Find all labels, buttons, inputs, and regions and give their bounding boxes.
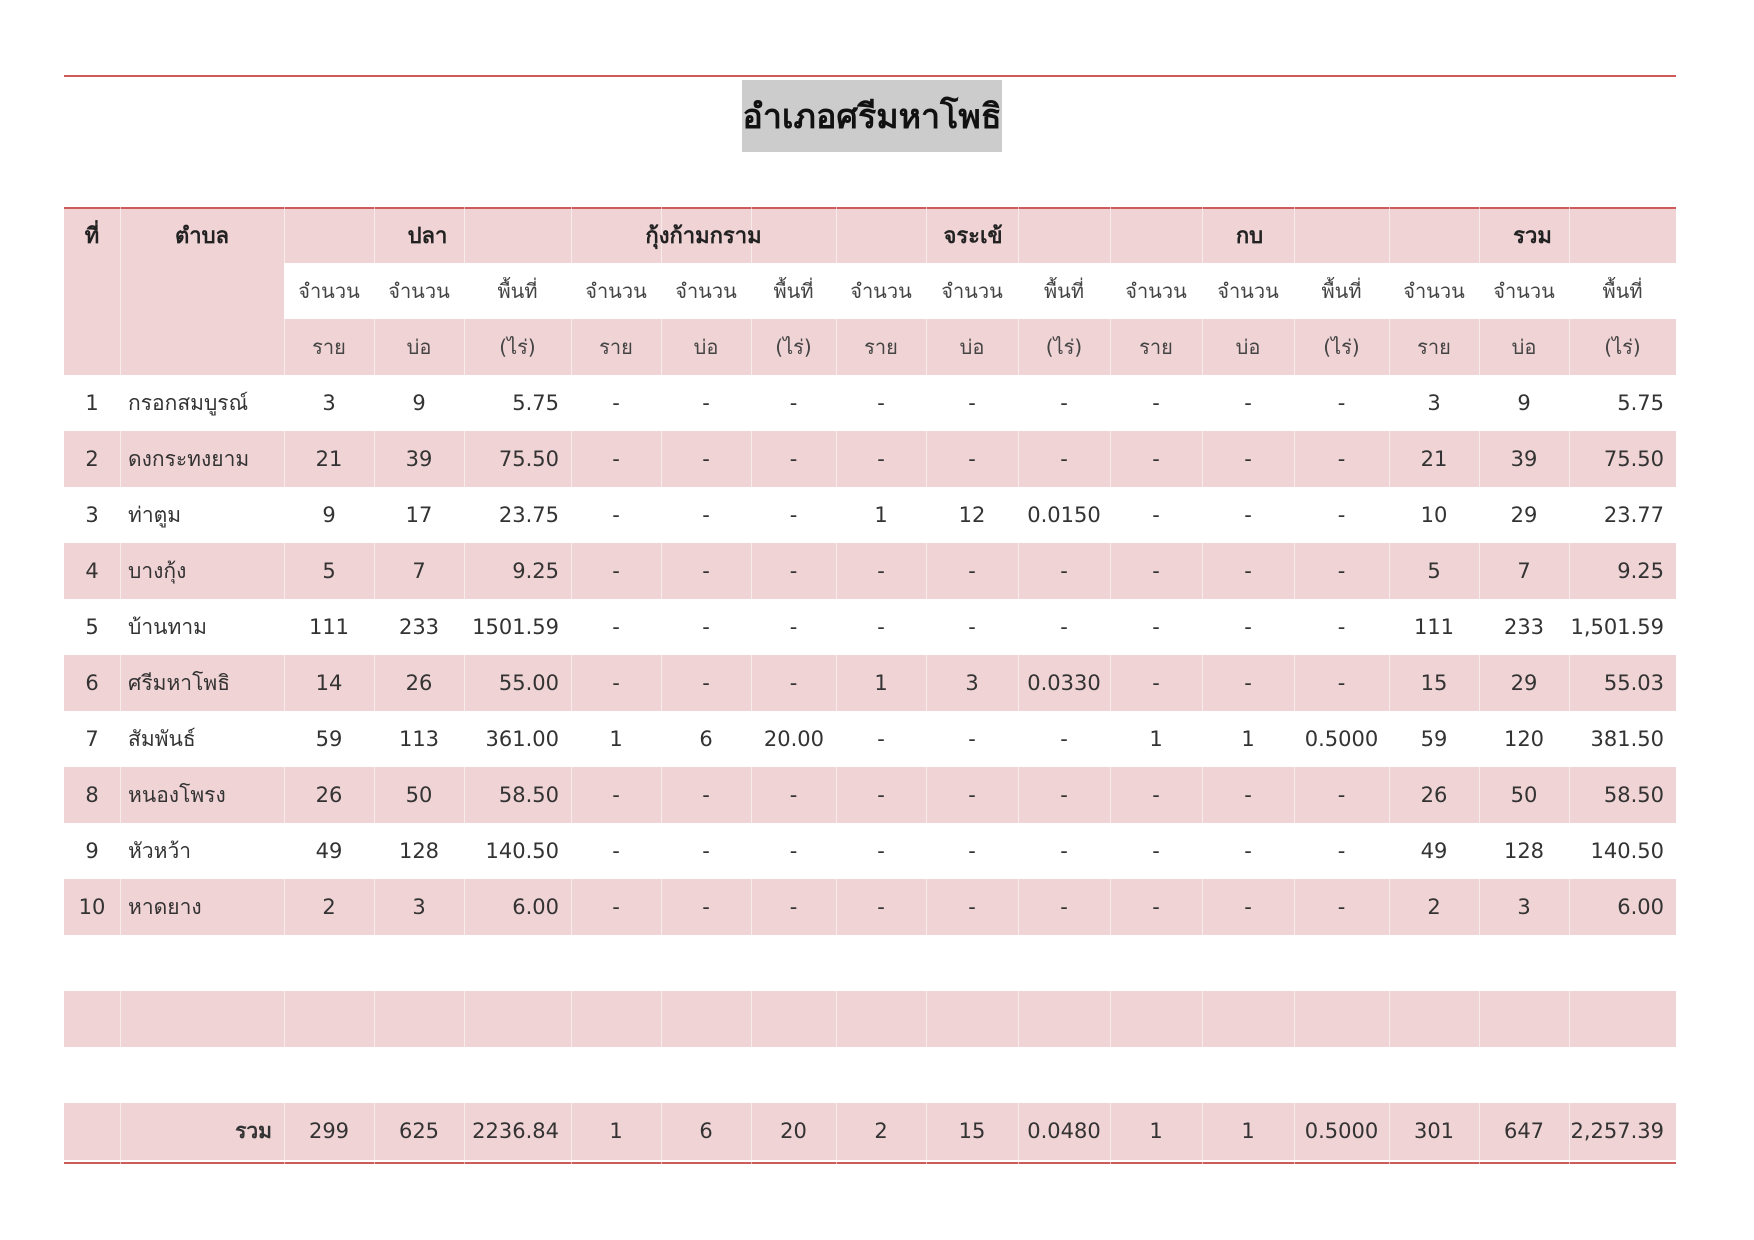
table-cell: 0.0150 <box>1027 503 1101 527</box>
table-cell: 23.75 <box>498 503 559 527</box>
table-cell: 29 <box>1510 503 1538 527</box>
total-cell: 299 <box>308 1119 350 1143</box>
total-cell: 0.0480 <box>1027 1119 1101 1143</box>
table-cell: 17 <box>405 503 433 527</box>
table-cell: - <box>612 839 620 863</box>
table-cell: 111 <box>1413 615 1455 639</box>
table-cell: - <box>1152 503 1160 527</box>
table-cell: 55.03 <box>1603 671 1664 695</box>
header-sub-crocodile: พื้นที่ <box>1043 279 1085 303</box>
table-cell: - <box>1337 895 1346 919</box>
table-cell: 0.5000 <box>1304 727 1379 751</box>
table-cell: - <box>1337 559 1346 583</box>
table-cell: - <box>877 783 885 807</box>
table-cell: 10 <box>1420 503 1448 527</box>
table-cell: - <box>1152 839 1160 863</box>
table-cell: - <box>1060 727 1068 751</box>
table-cell: - <box>789 503 798 527</box>
header-sub-prawn: จำนวน <box>585 279 647 303</box>
table-cell: - <box>968 559 976 583</box>
table-cell: 55.00 <box>498 671 559 695</box>
header-sub-prawn: จำนวน <box>675 279 737 303</box>
tambon-name: ท่าตูม <box>128 502 182 527</box>
table-cell: 12 <box>958 503 986 527</box>
header-unit-fish: (ไร่) <box>499 335 536 359</box>
table-cell: - <box>1337 671 1346 695</box>
total-cell: 647 <box>1503 1119 1545 1143</box>
total-cell: 2236.84 <box>472 1119 559 1143</box>
header-group-prawn: กุ้งก้ามกราม <box>645 223 762 249</box>
table-cell: - <box>789 615 798 639</box>
header-unit-crocodile: ราย <box>864 335 898 359</box>
table-cell: - <box>702 503 710 527</box>
header-no: ที่ <box>84 223 100 249</box>
table-cell: 361.00 <box>485 727 559 751</box>
table-cell: - <box>612 783 620 807</box>
table-cell: - <box>968 783 976 807</box>
table-cell: - <box>1060 615 1068 639</box>
table-cell: - <box>612 671 620 695</box>
table-cell: 140.50 <box>485 839 559 863</box>
table-cell: - <box>789 839 798 863</box>
row-number: 8 <box>85 783 99 807</box>
total-cell: 2 <box>874 1119 888 1143</box>
table-cell: 9 <box>322 503 336 527</box>
header-unit-prawn: บ่อ <box>693 335 719 359</box>
table-cell: - <box>702 895 710 919</box>
table-cell: 29 <box>1510 671 1538 695</box>
table-cell: - <box>702 839 710 863</box>
table-cell: 59 <box>315 727 343 751</box>
table-cell: 5.75 <box>1617 391 1664 415</box>
row-band <box>64 991 1676 1047</box>
table-cell: - <box>1060 783 1068 807</box>
header-sub-fish: พื้นที่ <box>497 279 538 303</box>
table-cell: 113 <box>398 727 440 751</box>
header-unit-fish: ราย <box>312 335 346 359</box>
table-cell: - <box>1152 783 1160 807</box>
table-cell: 26 <box>315 783 343 807</box>
row-number: 6 <box>85 671 99 695</box>
table-cell: - <box>968 447 976 471</box>
table-cell: 9.25 <box>1617 559 1664 583</box>
top-divider <box>64 75 1676 77</box>
table-cell: 1 <box>874 671 888 695</box>
table-cell: - <box>877 615 885 639</box>
tambon-name: หาดยาง <box>128 894 202 919</box>
table-cell: - <box>789 559 798 583</box>
total-cell: 20 <box>780 1119 807 1143</box>
table-cell: - <box>789 447 798 471</box>
row-number: 5 <box>85 615 99 639</box>
table-cell: 111 <box>308 615 350 639</box>
table-cell: 3 <box>965 671 979 695</box>
table-cell: - <box>1060 447 1068 471</box>
table-cell: - <box>789 895 798 919</box>
row-number: 7 <box>85 727 99 751</box>
table-cell: 5.75 <box>512 391 559 415</box>
table-cell: 15 <box>1420 671 1448 695</box>
table-cell: - <box>789 783 798 807</box>
header-unit-frog: ราย <box>1139 335 1173 359</box>
table-cell: - <box>1060 391 1068 415</box>
table-cell: 7 <box>412 559 426 583</box>
row-number: 2 <box>85 447 99 471</box>
table-cell: 49 <box>1420 839 1448 863</box>
table-cell: - <box>1337 615 1346 639</box>
table-cell: - <box>1244 503 1252 527</box>
total-cell: 301 <box>1413 1119 1455 1143</box>
table-cell: 1501.59 <box>472 615 559 639</box>
header-sub-total: พื้นที่ <box>1602 279 1643 303</box>
tambon-name: บางกุ้ง <box>128 558 187 583</box>
table-cell: 50 <box>1510 783 1538 807</box>
table-cell: 0.0330 <box>1027 671 1101 695</box>
table-cell: - <box>1152 615 1160 639</box>
table-cell: - <box>1060 559 1068 583</box>
table-cell: - <box>1337 503 1346 527</box>
table-cell: - <box>1337 391 1346 415</box>
table-cell: - <box>1337 839 1346 863</box>
table-cell: - <box>789 391 798 415</box>
table-cell: - <box>612 447 620 471</box>
table-cell: 1,501.59 <box>1570 615 1664 639</box>
row-number: 9 <box>85 839 99 863</box>
table-cell: 381.50 <box>1590 727 1664 751</box>
header-sub-frog: จำนวน <box>1125 279 1187 303</box>
table-cell: 39 <box>405 447 433 471</box>
table-cell: - <box>1060 895 1068 919</box>
tambon-name: บ้านทาม <box>128 614 207 639</box>
header-group-total: รวม <box>1513 223 1552 249</box>
table-cell: - <box>877 839 885 863</box>
header-sub-fish: จำนวน <box>388 279 450 303</box>
table-cell: - <box>968 391 976 415</box>
header-sub-frog: พื้นที่ <box>1321 279 1362 303</box>
header-sub-crocodile: จำนวน <box>941 279 1003 303</box>
total-cell: 1 <box>1241 1119 1255 1143</box>
header-unit-prawn: (ไร่) <box>775 335 812 359</box>
table-cell: 5 <box>1427 559 1441 583</box>
tambon-name: สัมพันธ์ <box>128 726 196 751</box>
table-cell: - <box>1060 839 1068 863</box>
table-cell: 233 <box>398 615 440 639</box>
total-cell: 625 <box>398 1119 440 1143</box>
table-cell: 1 <box>609 727 623 751</box>
total-cell: 1 <box>1149 1119 1163 1143</box>
table-cell: 14 <box>315 671 343 695</box>
table-cell: - <box>1152 447 1160 471</box>
table-cell: - <box>968 895 976 919</box>
table-cell: - <box>968 727 976 751</box>
row-number: 4 <box>85 559 99 583</box>
table-cell: 26 <box>405 671 433 695</box>
header-sub-frog: จำนวน <box>1217 279 1279 303</box>
table-cell: 9.25 <box>512 559 559 583</box>
table-cell: 59 <box>1420 727 1448 751</box>
table-cell: 9 <box>1517 391 1531 415</box>
tambon-name: ดงกระทงยาม <box>128 446 250 471</box>
header-unit-frog: (ไร่) <box>1323 335 1360 359</box>
page-title: อำเภอศรีมหาโพธิ <box>742 80 1002 152</box>
header-sub-prawn: พื้นที่ <box>773 279 814 303</box>
total-cell: 1 <box>609 1119 623 1143</box>
table-cell: - <box>1152 671 1160 695</box>
header-unit-crocodile: บ่อ <box>959 335 985 359</box>
table-cell: 50 <box>405 783 433 807</box>
table-cell: - <box>1244 895 1252 919</box>
table-cell: - <box>1152 559 1160 583</box>
table-cell: - <box>1244 839 1252 863</box>
tambon-name: กรอกสมบูรณ์ <box>128 390 249 415</box>
total-cell: 6 <box>699 1119 713 1143</box>
table-cell: 6.00 <box>1617 895 1664 919</box>
table-cell: 1 <box>874 503 888 527</box>
table-cell: - <box>702 671 710 695</box>
table-cell: 3 <box>412 895 426 919</box>
table-cell: - <box>877 559 885 583</box>
table-cell: - <box>702 447 710 471</box>
table-cell: - <box>702 559 710 583</box>
table-cell: 3 <box>1517 895 1531 919</box>
tambon-name: หนองโพรง <box>128 782 226 807</box>
table-cell: 20.00 <box>763 727 824 751</box>
header-sub-fish: จำนวน <box>298 279 360 303</box>
table-cell: - <box>702 391 710 415</box>
table-cell: 2 <box>1427 895 1441 919</box>
header-group-frog: กบ <box>1235 223 1264 249</box>
table-cell: 21 <box>1420 447 1448 471</box>
table-cell: 128 <box>1503 839 1545 863</box>
table-cell: - <box>1244 447 1252 471</box>
table-cell: 75.50 <box>1603 447 1664 471</box>
table-cell: - <box>612 895 620 919</box>
table-cell: - <box>877 391 885 415</box>
table-cell: 7 <box>1517 559 1531 583</box>
total-cell: 0.5000 <box>1304 1119 1379 1143</box>
row-number: 1 <box>85 391 99 415</box>
table-cell: 1 <box>1149 727 1163 751</box>
table-cell: 128 <box>398 839 440 863</box>
table-cell: 6.00 <box>512 895 559 919</box>
table-cell: 23.77 <box>1603 503 1664 527</box>
table-cell: - <box>702 615 710 639</box>
header-tambon: ตำบล <box>174 223 230 249</box>
table-cell: 6 <box>699 727 713 751</box>
header-unit-fish: บ่อ <box>406 335 432 359</box>
table-cell: - <box>1337 783 1346 807</box>
table-cell: - <box>968 839 976 863</box>
header-unit-total: ราย <box>1417 335 1451 359</box>
table-cell: 26 <box>1420 783 1448 807</box>
table-cell: - <box>877 727 885 751</box>
table-cell: 49 <box>315 839 343 863</box>
table-cell: 9 <box>412 391 426 415</box>
total-cell: 2,257.39 <box>1570 1119 1664 1143</box>
table-cell: 58.50 <box>498 783 559 807</box>
table-cell: - <box>612 559 620 583</box>
table-cell: - <box>1152 895 1160 919</box>
header-unit-frog: บ่อ <box>1235 335 1261 359</box>
table-cell: 1 <box>1241 727 1255 751</box>
header-sub-total: จำนวน <box>1493 279 1555 303</box>
table-cell: 120 <box>1503 727 1545 751</box>
header-sub-total: จำนวน <box>1403 279 1465 303</box>
total-label: รวม <box>235 1118 272 1143</box>
header-unit-crocodile: (ไร่) <box>1045 335 1083 359</box>
row-number: 10 <box>78 895 106 919</box>
header-group-crocodile: จระเข้ <box>943 223 1003 249</box>
header-unit-prawn: ราย <box>599 335 633 359</box>
table-cell: - <box>877 447 885 471</box>
header-sub-crocodile: จำนวน <box>850 279 912 303</box>
table-cell: - <box>702 783 710 807</box>
table-bottom-border <box>64 1162 1676 1164</box>
row-number: 3 <box>85 503 99 527</box>
table-cell: 233 <box>1503 615 1545 639</box>
table-cell: - <box>1244 391 1252 415</box>
table-cell: 3 <box>1427 391 1441 415</box>
table-cell: - <box>1244 671 1252 695</box>
header-unit-total: (ไร่) <box>1604 335 1641 359</box>
total-cell: 15 <box>958 1119 986 1143</box>
tambon-name: หัวหว้า <box>128 838 192 863</box>
table-cell: - <box>968 615 976 639</box>
table-cell: - <box>612 503 620 527</box>
tambon-name: ศรีมหาโพธิ <box>128 670 231 695</box>
table-cell: 75.50 <box>498 447 559 471</box>
table-cell: - <box>1244 559 1252 583</box>
header-unit-total: บ่อ <box>1511 335 1537 359</box>
table-cell: 2 <box>322 895 336 919</box>
table-cell: 39 <box>1510 447 1538 471</box>
table-cell: 21 <box>315 447 343 471</box>
table-cell: - <box>612 615 620 639</box>
table-cell: 5 <box>322 559 336 583</box>
table-cell: 3 <box>322 391 336 415</box>
table-cell: - <box>1337 447 1346 471</box>
table-cell: 58.50 <box>1603 783 1664 807</box>
header-group-fish: ปลา <box>407 223 448 249</box>
table-cell: - <box>1244 783 1252 807</box>
table-cell: - <box>1244 615 1252 639</box>
table-cell: 140.50 <box>1590 839 1664 863</box>
table-cell: - <box>877 895 885 919</box>
table-cell: - <box>789 671 798 695</box>
table-cell: - <box>612 391 620 415</box>
table-cell: - <box>1152 391 1160 415</box>
